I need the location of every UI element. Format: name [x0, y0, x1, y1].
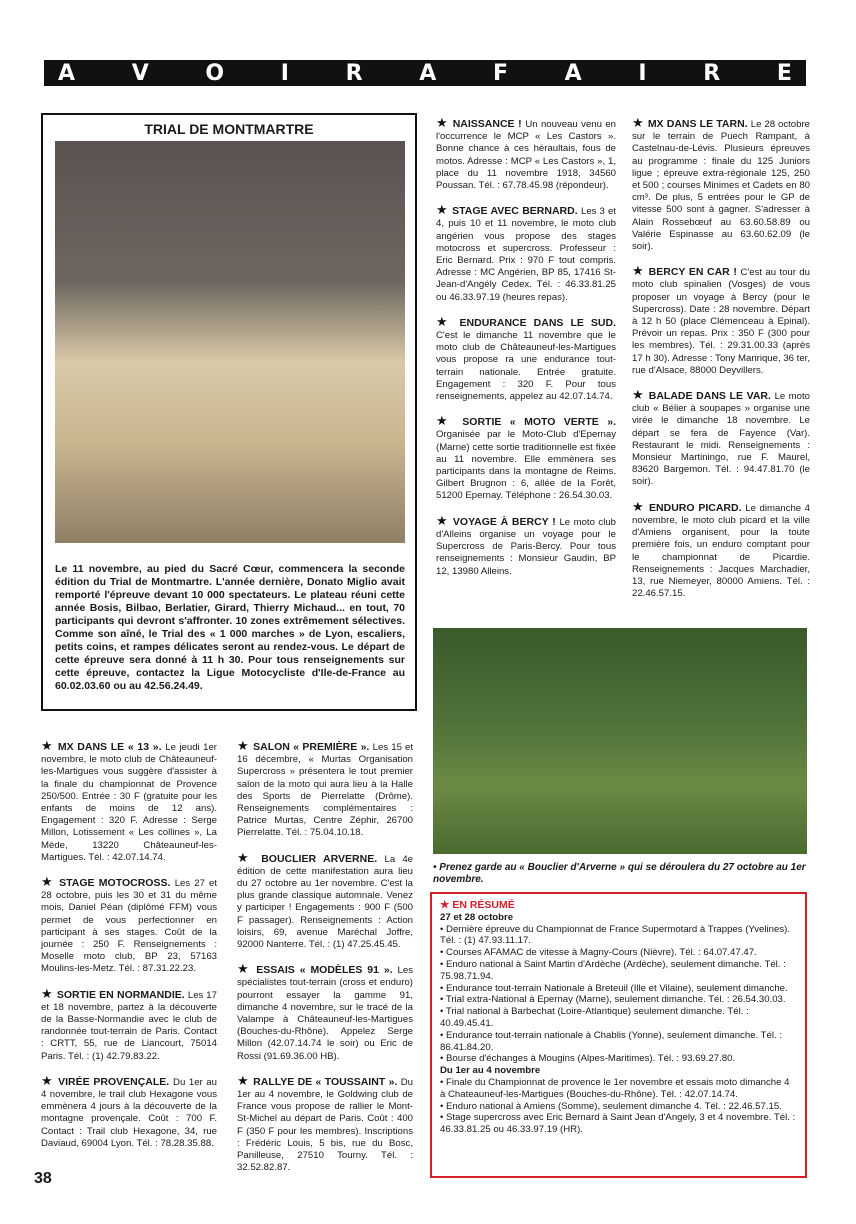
notice-text: La 4e édition de cette manifestation aura lieu du 27 octobre au 1er novembre. C'est la plus grande classique automnale. Venez y participer ! Engagements : 900 F (500 F passager). Renseignements : Action loisirs, 69, avenue Maréchal Joffre, 92000 Nanterre. Tél. : (1) 47.25.45.45.	[237, 853, 413, 951]
notice-text: Le moto club « Bélier à soupapes » organise une virée le dimanche 18 novembre. Le départ se fera de Fayence (Var). Restaurant le midi. Renseignements : Monsieur Martiningo, rue F. Maurel, 83620 Bargemon. Tél. : 94.47.81.70 (le soir).	[632, 391, 810, 488]
notice-text: C'est le dimanche 11 novembre que le moto club de Châteauneuf-les-Martigues vous propose ra une endurance tout-terrain nationale. Entrée gratuite. Engagement : 320 F. Pour tous renseignements, appelez au 42.07.14.74.	[436, 330, 616, 403]
notice-text: Les spécialistes tout-terrain (cross et enduro) pourront essayer la gamme 91, dimanche 4 novembre, sur le tracé de la Valampe à Châteauneuf-les-Martigues (Bouches-du-Rhône). Appelez Serge Millon (42.07.14.74 le soir) ou Eric de Rossi (91.69.36.00 HB).	[237, 965, 413, 1062]
notice-item	[632, 498, 810, 601]
notice-text: Le 28 octobre sur le terrain de Puech Rampant, à Castelnau-de-Lévis. Plusieurs épreuves au programme : finale du 125 Juniors ligue ; épreuve extra-régionale 125, 250 et 500 ; courses Minimes et Cadets en 80 cm³. De plus, 5 entrées pour le GP de vitesse 500 sont à gagner. S'adresser à Alain Rossebœuf au 63.60.58.89 ou Valérie Espinasse au 63.60.62.09 (le soir).	[632, 119, 810, 253]
star-icon: ★	[632, 498, 650, 514]
column-mid-top	[436, 117, 616, 590]
summary-item: • Endurance tout-terrain Nationale à Breteuil (Ille et Vilaine), seulement dimanche.	[440, 982, 788, 994]
notice-item	[436, 512, 616, 578]
column-right-top	[632, 117, 810, 612]
notice-heading: VIRÉE PROVENÇALE.	[58, 1075, 174, 1088]
banner-letter: A	[58, 60, 76, 86]
banner-letter: O	[205, 60, 225, 86]
notice-heading: VOYAGE À BERCY !	[452, 515, 560, 528]
banner-letter: I	[280, 60, 289, 86]
notice-item	[436, 415, 616, 502]
column-left-bottom	[41, 740, 217, 1162]
star-icon: ★	[237, 961, 257, 977]
banner-letter: R	[703, 60, 721, 86]
banner-letter: R	[345, 60, 363, 86]
notice-text: Les 15 et 16 décembre, « Murtas Organisation Supercross » présentera le tout premier salon de la moto qui aura lieu à la Halle des Sports de Pierrelatte (Drôme). Renseignements complémentaires : Patrice Murtas, Centre Zéphir, 26700 Pierrelatte. Tél. : 75.04.10.18.	[237, 742, 413, 839]
trial-box	[41, 113, 417, 711]
banner-letter: V	[131, 60, 149, 86]
notice-heading: STAGE MOTOCROSS.	[59, 877, 175, 890]
star-icon: ★	[237, 738, 254, 753]
notice-item	[632, 389, 810, 489]
notice-text: Le dimanche 4 novembre, le moto club picard et la ville d'Amiens organisent, pour la toute première fois, un enduro comptant pour le championnat de Picardie. Renseignements : Jacques Marchadier, 13, rue Niemeyer, 80000 Amiens. Tél. : 22.46.57.15.	[632, 502, 810, 600]
notice-heading: BALADE DANS LE VAR.	[648, 390, 775, 403]
star-icon: ★	[632, 387, 649, 403]
notice-heading: SALON « PREMIÈRE ».	[253, 741, 373, 753]
notice-heading: STAGE AVEC BERNARD.	[452, 205, 581, 218]
notice-heading: SORTIE « MOTO VERTE ».	[462, 416, 616, 429]
section-banner	[44, 60, 806, 86]
notice-item	[41, 985, 217, 1063]
notice-heading: ESSAIS « MODÈLES 91 ».	[256, 964, 398, 977]
notice-heading: BOUCLIER ARVERNE.	[261, 852, 385, 865]
notice-text: Un nouveau venu en l'occurrence le MCP « Les Castors ». Bonne chance à ces héraultais, fous de motos. Adresse : MCP « Les Castors », 1, place du 11 novembre 1918, 34560 Poussan. Tél. : 67.78.45.98 (répondeur).	[436, 119, 616, 192]
summary-item: • Bourse d'échanges à Mougins (Alpes-Maritimes). Tél. : 93.69.27.80.	[440, 1053, 736, 1065]
notice-item	[436, 117, 616, 192]
summary-title: ★ EN RÉSUMÉ	[440, 899, 515, 911]
notice-text: C'est au tour du moto club spinalien (Vosges) de vous proposer un voyage à Bercy (pour le Supercross). Date : 28 novembre. Départ à 12 h 50 (place Clémenceau à Epinal). Prévoir un repas. Prix : 350 F (300 pour les membres). Tél. : 29.31.00.33 (après 17 h 30). Adresse : Tony Manrique, 36 ter, rue d'Alsace, 88000 Deyvillers.	[632, 267, 810, 376]
notice-text: Du 1er au 4 novembre, le Goldwing club de France vous propose de rallier le Mont-St-Michel au départ de Paris. Coût : 400 F (350 F pour les membres). Inscriptions : Frédéric Louis, 5 bis, rue du Bosc, Panilleuse, 27510 Tourny. Tél. : 32.52.82.87.	[237, 1076, 413, 1174]
notice-item	[237, 1072, 413, 1175]
sacre-coeur-photo	[55, 141, 405, 543]
banner-letter: E	[776, 60, 792, 86]
summary-list-1	[440, 924, 797, 1066]
summary-item: • Stage supercross avec Eric Bernard à Saint Jean d'Angely, 3 et 4 novembre. Tél. : 46.33.81.25 ou 46.33.97.19 (HR).	[440, 1112, 796, 1136]
notice-item	[41, 1072, 217, 1150]
star-icon: ★	[436, 115, 453, 130]
notice-heading: RALLYE DE « TOUSSAINT ».	[253, 1075, 401, 1088]
photo-caption: • Prenez garde au « Bouclier d'Arverne » qui se déroulera du 27 octobre au 1er novembre.	[433, 862, 806, 885]
notice-item	[237, 740, 413, 840]
summary-subtitle-2: Du 1er au 4 novembre	[440, 1065, 541, 1077]
enduro-photo	[433, 628, 807, 854]
summary-list-2	[440, 1077, 797, 1136]
summary-item: • Trial national à Barbechat (Loire-Atlantique) seulement dimanche. Tél. : 40.49.45.41.	[440, 1006, 749, 1029]
notice-heading: ENDURO PICARD.	[649, 501, 746, 514]
banner-letter: F	[492, 60, 508, 86]
summary-item: • Trial extra-National à Epernay (Marne), seulement dimanche. Tél. : 26.54.30.03.	[440, 994, 786, 1006]
notice-heading: MX DANS LE TARN.	[647, 118, 751, 130]
notice-item	[41, 740, 217, 864]
summary-subtitle-1: 27 et 28 octobre	[440, 911, 514, 923]
summary-box	[430, 892, 807, 1178]
summary-item: • Finale du Championnat de provence le 1er novembre et essais moto dimanche 4 à Chateauneuf-les-Martigues (Bouches-du-Rhône). Tél. : 42.07.14.74.	[440, 1076, 790, 1100]
star-icon: ★	[436, 413, 463, 429]
star-icon: ★	[632, 115, 648, 130]
notice-text: Organisée par le Moto-Club d'Epernay (Marne) cette sortie traditionnelle est fixée au 11 novembre. Elle emmènera ses participants dans la montagne de Reims. Gilbert Brugnon : 6, allée de la Forêt, 51200 Epernay. Téléphone : 26.54.30.03.	[436, 429, 616, 502]
star-icon: ★	[436, 512, 453, 528]
star-icon: ★	[436, 313, 460, 329]
trial-caption: Le 11 novembre, au pied du Sacré Cœur, commencera la seconde édition du Trial de Montmartre. L'année dernière, Donato Miglio avait remporté l'épreuve devant 10 000 spectateurs. Le plateau réuni cette année Bosis, Bilbao, Berlatier, Girard, Thierry Michaud... en tout, 70 participants qui devront s'affronter. 10 zones extrêmement sélectives. Comme son aîné, le Trial des « 1 000 marches » de Lyon, escaliers, petits coins, et rampes délicates seront au rendez-vous. Le départ de cette épreuve sera donné à 11 h 30. Pour tous renseignements sur cette épreuve, contactez la Ligue Motocycliste d'Ile-de-France au 60.02.03.60 ou au 42.56.24.49.	[55, 563, 405, 692]
star-icon: ★	[41, 738, 58, 753]
notice-text: Le moto club d'Alleins organise un voyage pour le Supercross de Paris-Bercy. Pour tous renseignements : Monsieur Gaudin, BP 12, 13980 Alleins.	[436, 516, 616, 577]
notice-item	[237, 963, 413, 1063]
notice-text: Les 3 et 4, puis 10 et 11 novembre, le moto club angérien vous propose des stages motocross et supercross. Professeur : Eric Bernard. Prix : 970 F tout compris. Adresse : MC Angérien, BP 85, 17416 St-Jean-d'Angély Cedex. Tél. : 46.33.81.25 ou 46.33.97.19 (heures repas).	[436, 206, 616, 303]
notice-item	[632, 265, 810, 377]
notice-item	[436, 204, 616, 304]
star-icon: ★	[436, 202, 453, 218]
banner-letter: I	[638, 60, 647, 86]
column-mid-bottom	[237, 740, 413, 1187]
page-number: 38	[34, 1170, 52, 1187]
summary-item: • Enduro national à Amiens (Somme), seulement dimanche 4. Tél. : 22.46.57.15.	[440, 1100, 782, 1112]
notice-heading: ENDURANCE DANS LE SUD.	[459, 316, 616, 329]
banner-letter: A	[419, 60, 437, 86]
star-icon: ★	[41, 874, 60, 890]
notice-item	[237, 849, 413, 952]
summary-item: • Courses AFAMAC de vitesse à Magny-Cours (Nièvre). Tél. : 64.07.47.47.	[440, 947, 757, 959]
star-icon: ★	[237, 1072, 254, 1088]
summary-item: • Enduro national à Saint Martin d'Ardèche (Ardèche), seulement dimanche. Tél. : 75.98.71.94.	[440, 958, 786, 982]
notice-text: Le jeudi 1er novembre, le moto club de Châteauneuf-les-Martigues vous suggère d'assister à la finale du championnat de Provence 250/500. Entrée : 30 F (gratuite pour les enfants de moins de 12 ans). Engagement : 320 F. Adresse : Serge Millon, Lotissement « Les collines », La Mède, 13220 Châteauneuf-les-Martigues. Tél. : 42.07.14.74.	[41, 742, 217, 863]
star-icon: ★	[41, 985, 57, 1001]
star-icon: ★	[237, 849, 262, 865]
summary-item: • Dernière épreuve du Championnat de France Supermotard à Trappes (Yvelines). Tél. : (1) 47.93.11.17.	[440, 923, 790, 947]
summary-item: • Endurance tout-terrain nationale à Chablis (Yonne), seulement dimanche. Tél. : 86.41.84.20.	[440, 1029, 783, 1053]
banner-letter: A	[564, 60, 582, 86]
star-icon: ★	[41, 1072, 59, 1088]
trial-title: TRIAL DE MONTMARTRE	[144, 121, 314, 137]
notice-heading: BERCY EN CAR !	[648, 266, 741, 279]
notice-item	[41, 876, 217, 976]
notice-text: Du 1er au 4 novembre, le trail club Hexagone vous emmènera 4 jours à la découverte de la montagne provençale. Coût : 700 F. Contact : Trail club Hexagone, 34, rue Daviaud, 69004 Lyon. Tél. : 78.28.35.88.	[41, 1076, 217, 1149]
notice-text: Les 27 et 28 octobre, puis les 30 et 31 du même mois, Daniel Péan (diplômé FFM) vous permet de vous perfectionner en participant à ses stages. Coût de la journée : 250 F. Renseignements : Moselle moto club, BP 23, 57163 Moulins-les-Metz. Tél. : 87.31.22.23.	[41, 878, 217, 975]
notice-text: Les 17 et 18 novembre, partez à la découverte de la Basse-Normandie avec le club de randonnée tout-terrain de Paris. Contact : CRTT, 55, rue de Liancourt, 75014 Paris. Tél. : (1) 42.79.83.22.	[41, 989, 217, 1062]
notice-item	[436, 313, 616, 403]
star-icon: ★	[632, 263, 649, 279]
notice-item	[632, 117, 810, 253]
notice-heading: MX DANS LE « 13 ».	[57, 741, 166, 753]
notice-heading: SORTIE EN NORMANDIE.	[56, 988, 188, 1001]
notice-heading: NAISSANCE !	[452, 118, 526, 130]
